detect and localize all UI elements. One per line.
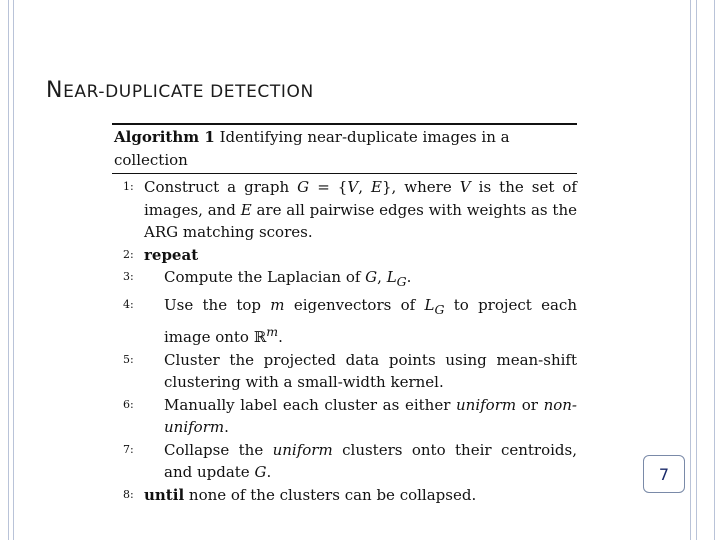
slide-left-border [8,0,14,540]
slide-title: NEAR-DUPLICATE DETECTION [46,78,314,103]
step-5: 5: Cluster the projected data points using mean-shift clustering with a small-width kernel. [123,350,577,391]
algorithm-caption [112,125,577,173]
step-3: 3: Compute the Laplacian of G, $L_G$. [123,268,412,289]
caption-rule [112,173,577,174]
step-7: 7: Collapse the uniform clusters onto their centroids, and update G. [123,440,577,481]
step-2: 2: repeat [123,245,199,264]
algorithm-caption-text: Identifying near-duplicate images in a collection [114,128,510,169]
step-6: 6: Manually label each cluster as either uniform or non-uniform. [123,395,577,436]
page-number-badge: 7 [643,455,685,493]
algorithm-steps [112,176,577,506]
algorithm-label: Algorithm 1 [114,128,215,146]
step-4: 4: Use the top m eigenvectors of $L_G$ to project each image onto ℝ$^m$. [123,295,577,346]
step-8: 8: until none of the clusters can be collapsed. [123,485,477,504]
algorithm-box [112,123,577,506]
step-1: 1: Construct a graph G = {V, E}, where V is the set of images, and E are all pairwise edges with weights as the ARG matching scores. [123,178,577,241]
slide-right-border [690,0,720,540]
